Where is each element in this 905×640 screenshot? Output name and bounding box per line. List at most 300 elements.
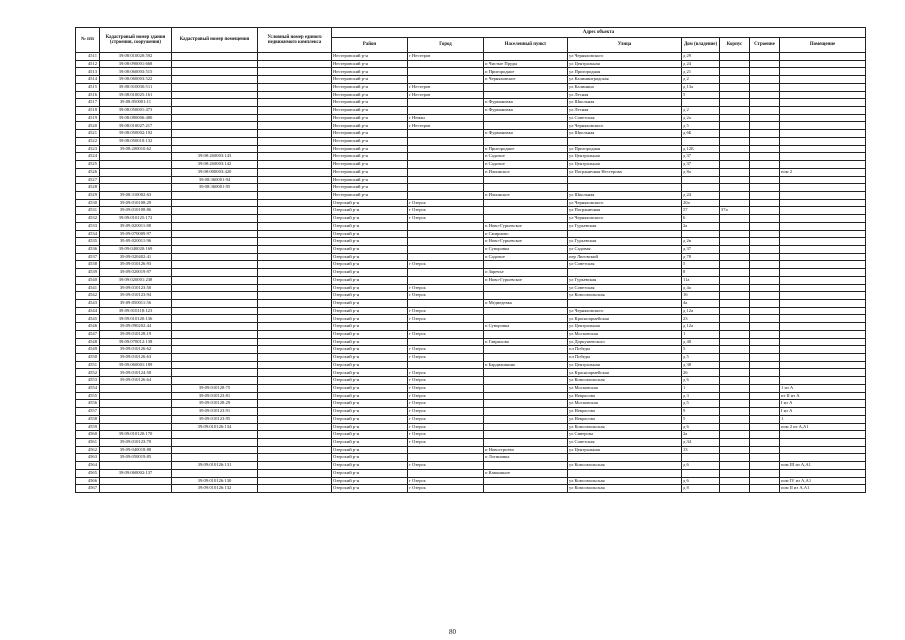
cell-np [484, 114, 568, 122]
cell-kn-room [172, 323, 258, 331]
cell-dom: д 5 [682, 122, 720, 130]
cell-cond-complex [258, 245, 332, 253]
cell-korpus [720, 354, 750, 362]
cell-dom: д 12а [682, 307, 720, 315]
cell-stroenie [750, 469, 780, 477]
cell-pomeshenie [780, 276, 866, 284]
cell-street: ул Московская [568, 384, 682, 392]
cell-cond-complex [258, 354, 332, 362]
cell-gorod [408, 230, 484, 238]
cell-pomeshenie [780, 207, 866, 215]
cell-stroenie [750, 215, 780, 223]
cell-num: 4553 [76, 377, 100, 385]
cell-pomeshenie [780, 130, 866, 138]
cell-stroenie [750, 107, 780, 115]
cell-num: 4534 [76, 230, 100, 238]
cell-stroenie [750, 415, 780, 423]
cell-rayon: Нестеровский р-н [332, 122, 408, 130]
cell-gorod: г Озерск [408, 346, 484, 354]
cell-rayon: Нестеровский р-н [332, 153, 408, 161]
cell-kn-building [100, 176, 172, 184]
cell-cond-complex [258, 145, 332, 153]
cell-gorod: г Озерск [408, 400, 484, 408]
cell-gorod [408, 99, 484, 107]
cell-cond-complex [258, 53, 332, 61]
cell-gorod: г Неман [408, 114, 484, 122]
cell-stroenie [750, 323, 780, 331]
cell-cond-complex [258, 114, 332, 122]
cell-np: п Ново-Гурьевское [484, 238, 568, 246]
cell-kn-building [100, 485, 172, 493]
cell-kn-room: 39:09:010128:75 [172, 384, 258, 392]
cell-kn-room: 39:08:360001:94 [172, 176, 258, 184]
cell-num: 4541 [76, 284, 100, 292]
cell-gorod: г Нестеров [408, 83, 484, 91]
cell-korpus [720, 176, 750, 184]
cell-pomeshenie [780, 215, 866, 223]
cell-stroenie [750, 284, 780, 292]
cell-kn-room: 39:09:010126:131 [172, 462, 258, 470]
cell-kn-room [172, 346, 258, 354]
cell-pomeshenie [780, 300, 866, 308]
cell-stroenie [750, 238, 780, 246]
cell-gorod: г Озерск [408, 438, 484, 446]
cell-korpus [720, 284, 750, 292]
table-row [76, 423, 866, 431]
table-row [76, 137, 866, 145]
cell-num: 4525 [76, 161, 100, 169]
cell-num: 4533 [76, 222, 100, 230]
cell-kn-room [172, 191, 258, 199]
cell-street: ул Доркушевского [568, 338, 682, 346]
cell-gorod [408, 68, 484, 76]
table-row [76, 76, 866, 84]
cell-pomeshenie [780, 438, 866, 446]
cell-pomeshenie [780, 145, 866, 153]
cell-korpus [720, 161, 750, 169]
cell-num: 4549 [76, 346, 100, 354]
cell-kn-building [100, 415, 172, 423]
cell-street: ул Советская [568, 261, 682, 269]
cell-num: 4520 [76, 122, 100, 130]
cell-korpus [720, 261, 750, 269]
cell-street: ул Комсомольская [568, 462, 682, 470]
cell-num: 4514 [76, 76, 100, 84]
cell-cond-complex [258, 153, 332, 161]
cell-stroenie [750, 245, 780, 253]
cell-korpus [720, 485, 750, 493]
cell-rayon: Озерский р-н [332, 222, 408, 230]
cell-gorod: г Озерск [408, 477, 484, 485]
cell-stroenie [750, 261, 780, 269]
cell-np [484, 408, 568, 416]
cell-rayon: Озерский р-н [332, 245, 408, 253]
cell-kn-room [172, 269, 258, 277]
cell-rayon: Нестеровский р-н [332, 168, 408, 176]
cell-cond-complex [258, 408, 332, 416]
table-row [76, 68, 866, 76]
cell-stroenie [750, 230, 780, 238]
table-row [76, 230, 866, 238]
cell-gorod [408, 323, 484, 331]
cell-rayon: Нестеровский р-н [332, 91, 408, 99]
cell-korpus [720, 191, 750, 199]
cell-kn-building [100, 462, 172, 470]
table-row [76, 469, 866, 477]
cell-dom: 26 [682, 369, 720, 377]
cell-kn-building: 39:09:020011:88 [100, 222, 172, 230]
table-row [76, 392, 866, 400]
cell-stroenie [750, 68, 780, 76]
cell-gorod [408, 276, 484, 284]
cell-street: ул Пограничная [568, 207, 682, 215]
cell-cond-complex [258, 184, 332, 192]
cell-np [484, 377, 568, 385]
table-row [76, 261, 866, 269]
cell-pomeshenie [780, 323, 866, 331]
cell-street [568, 230, 682, 238]
cell-np [484, 477, 568, 485]
cell-korpus [720, 199, 750, 207]
cell-korpus [720, 222, 750, 230]
cell-pomeshenie [780, 261, 866, 269]
cell-pomeshenie: I из А [780, 400, 866, 408]
cell-stroenie [750, 276, 780, 284]
cell-gorod: г Озерск [408, 415, 484, 423]
table-row [76, 361, 866, 369]
cell-rayon: Нестеровский р-н [332, 191, 408, 199]
cell-gorod [408, 469, 484, 477]
cell-kn-room [172, 107, 258, 115]
cell-rayon: Нестеровский р-н [332, 68, 408, 76]
cell-dom: д 4а [682, 284, 720, 292]
cell-korpus [720, 276, 750, 284]
table-row [76, 369, 866, 377]
cell-num: 4554 [76, 384, 100, 392]
cell-street [568, 137, 682, 145]
cell-street [568, 469, 682, 477]
cell-pomeshenie [780, 269, 866, 277]
cell-korpus [720, 130, 750, 138]
cell-street: ул Центральная [568, 323, 682, 331]
cell-kn-room [172, 377, 258, 385]
cell-gorod [408, 153, 484, 161]
cell-kn-building: 39:08:050010:132 [100, 137, 172, 145]
cell-pomeshenie: 1 из А [780, 384, 866, 392]
cell-np [484, 438, 568, 446]
cell-np [484, 369, 568, 377]
cell-num: 4539 [76, 269, 100, 277]
cell-num: 4537 [76, 253, 100, 261]
table-row [76, 245, 866, 253]
cell-street: ул Центральная [568, 60, 682, 68]
cell-dom: д 8а [682, 168, 720, 176]
cell-kn-room: 39:08:360001:95 [172, 184, 258, 192]
cell-rayon: Озерский р-н [332, 261, 408, 269]
cell-dom: д 6 [682, 462, 720, 470]
cell-pomeshenie [780, 330, 866, 338]
cell-np [484, 261, 568, 269]
cell-kn-building [100, 384, 172, 392]
cell-dom: 9 [682, 408, 720, 416]
cell-stroenie [750, 423, 780, 431]
cell-gorod: г Нестеров [408, 53, 484, 61]
cell-cond-complex [258, 369, 332, 377]
cell-kn-room [172, 91, 258, 99]
cell-gorod [408, 161, 484, 169]
cell-dom: д 3 [682, 392, 720, 400]
cell-pomeshenie: пом II из А,А1 [780, 485, 866, 493]
cell-dom: д 12Б [682, 145, 720, 153]
cell-street: ул Пригородная [568, 68, 682, 76]
cell-street: ул Комсомольская [568, 477, 682, 485]
cell-cond-complex [258, 438, 332, 446]
cell-rayon: Озерский р-н [332, 199, 408, 207]
cell-dom: 2а [682, 431, 720, 439]
cell-kn-building [100, 153, 172, 161]
cell-cond-complex [258, 338, 332, 346]
cell-kn-building [100, 168, 172, 176]
cell-pomeshenie [780, 307, 866, 315]
cell-rayon: Озерский р-н [332, 392, 408, 400]
cell-rayon: Озерский р-н [332, 446, 408, 454]
cell-kn-room [172, 369, 258, 377]
cell-gorod: г Озерск [408, 199, 484, 207]
cell-pomeshenie [780, 253, 866, 261]
cell-kn-building: 39:09:090202:44 [100, 323, 172, 331]
cell-korpus [720, 392, 750, 400]
cell-np: п Черняховское [484, 76, 568, 84]
cell-np: п Садовое [484, 153, 568, 161]
cell-np [484, 199, 568, 207]
cell-cond-complex [258, 377, 332, 385]
table-row [76, 454, 866, 462]
table-row [76, 222, 866, 230]
cell-kn-room [172, 145, 258, 153]
table-row [76, 300, 866, 308]
cell-kn-room [172, 222, 258, 230]
cell-kn-building: 39:09:010126:93 [100, 261, 172, 269]
table-body [76, 53, 866, 493]
cell-kn-room [172, 315, 258, 323]
cell-kn-building: 39:08:010030:511 [100, 83, 172, 91]
cell-pomeshenie [780, 222, 866, 230]
cell-street [568, 454, 682, 462]
cell-kn-building: 39:08:200010:62 [100, 145, 172, 153]
cell-rayon: Озерский р-н [332, 330, 408, 338]
cell-rayon: Озерский р-н [332, 338, 408, 346]
table-row [76, 191, 866, 199]
table-row [76, 323, 866, 331]
cell-kn-room: 39:09:010126:132 [172, 485, 258, 493]
cell-np [484, 315, 568, 323]
cell-np: п Медведевка [484, 300, 568, 308]
cell-stroenie [750, 438, 780, 446]
cell-cond-complex [258, 191, 332, 199]
cell-kn-room [172, 261, 258, 269]
cell-gorod: г Озерск [408, 330, 484, 338]
cell-rayon: Озерский р-н [332, 284, 408, 292]
cell-cond-complex [258, 269, 332, 277]
cell-korpus [720, 269, 750, 277]
cell-street: ул Калининградская [568, 76, 682, 84]
cell-kn-building: 39:08:050002:192 [100, 130, 172, 138]
cell-korpus [720, 377, 750, 385]
cell-korpus [720, 153, 750, 161]
cell-stroenie [750, 153, 780, 161]
cell-dom: д 38 [682, 361, 720, 369]
cell-street [568, 176, 682, 184]
cell-stroenie [750, 222, 780, 230]
cell-kn-building: 39:08:060003:515 [100, 68, 172, 76]
cell-street: ул Некрасова [568, 408, 682, 416]
cell-gorod: г Озерск [408, 215, 484, 223]
header-pomeshenie: Помещение [780, 38, 866, 53]
cell-gorod [408, 222, 484, 230]
cell-street: ул Советская [568, 284, 682, 292]
cell-gorod [408, 145, 484, 153]
cell-stroenie [750, 269, 780, 277]
cell-pomeshenie [780, 68, 866, 76]
cell-kn-room [172, 99, 258, 107]
cell-korpus [720, 462, 750, 470]
cell-pomeshenie [780, 161, 866, 169]
cell-dom: д 6Б [682, 130, 720, 138]
cell-kn-room [172, 446, 258, 454]
cell-np [484, 307, 568, 315]
cell-rayon: Озерский р-н [332, 369, 408, 377]
cell-cond-complex [258, 485, 332, 493]
cell-kn-room: 39:08:000003:420 [172, 168, 258, 176]
cell-num: 4548 [76, 338, 100, 346]
cell-num: 4536 [76, 245, 100, 253]
cell-gorod: г Нестеров [408, 122, 484, 130]
cell-dom: д 21 [682, 68, 720, 76]
cell-street: пл Победы [568, 346, 682, 354]
cell-pomeshenie: I из А [780, 408, 866, 416]
cell-dom: 5 [682, 261, 720, 269]
cell-kn-room [172, 276, 258, 284]
cell-cond-complex [258, 76, 332, 84]
cell-pomeshenie: пом 2 [780, 168, 866, 176]
cell-korpus [720, 53, 750, 61]
cell-rayon: Озерский р-н [332, 415, 408, 423]
cell-rayon: Озерский р-н [332, 323, 408, 331]
cell-rayon: Озерский р-н [332, 346, 408, 354]
cell-num: 4566 [76, 477, 100, 485]
table-row [76, 53, 866, 61]
table-row [76, 253, 866, 261]
cell-kn-room: 39:09:010126:134 [172, 423, 258, 431]
cell-korpus [720, 122, 750, 130]
cell-dom: 5 [682, 415, 720, 423]
cell-stroenie [750, 462, 780, 470]
cell-cond-complex [258, 107, 332, 115]
cell-rayon: Нестеровский р-н [332, 83, 408, 91]
cell-kn-room [172, 53, 258, 61]
cell-rayon: Озерский р-н [332, 454, 408, 462]
cell-pomeshenie [780, 153, 866, 161]
cell-num: 4543 [76, 300, 100, 308]
cell-street: ул Советская [568, 438, 682, 446]
cell-korpus [720, 369, 750, 377]
cell-kn-building: 39:09:010123:50 [100, 284, 172, 292]
cell-stroenie [750, 408, 780, 416]
cell-num: 4526 [76, 168, 100, 176]
cell-kn-room: 39:09:010123:81 [172, 392, 258, 400]
cell-rayon: Нестеровский р-н [332, 184, 408, 192]
table-row [76, 99, 866, 107]
cell-rayon: Озерский р-н [332, 307, 408, 315]
cell-stroenie [750, 176, 780, 184]
cell-rayon: Озерский р-н [332, 300, 408, 308]
cell-num: 4538 [76, 261, 100, 269]
cell-np [484, 137, 568, 145]
cell-korpus [720, 99, 750, 107]
cell-korpus [720, 76, 750, 84]
header-kn-room: Кадастровый номер помещения [172, 28, 258, 53]
header-dom: Дом (владение) [682, 38, 720, 53]
cell-pomeshenie [780, 184, 866, 192]
cell-gorod [408, 107, 484, 115]
cell-np [484, 354, 568, 362]
cell-pomeshenie [780, 53, 866, 61]
cell-rayon: Нестеровский р-н [332, 130, 408, 138]
cell-np [484, 176, 568, 184]
cell-street: ул Комсомольская [568, 423, 682, 431]
cell-rayon: Нестеровский р-н [332, 99, 408, 107]
cell-cond-complex [258, 384, 332, 392]
cell-num: 4527 [76, 176, 100, 184]
cell-dom: 2а [682, 222, 720, 230]
cell-kn-building: 39:09:040018:88 [100, 446, 172, 454]
cell-street: ул Советская [568, 114, 682, 122]
cell-street: ул Московская [568, 330, 682, 338]
header-korpus: Корпус [720, 38, 750, 53]
cell-stroenie [750, 361, 780, 369]
document-page [75, 27, 865, 493]
cell-num: 4519 [76, 114, 100, 122]
cell-np [484, 330, 568, 338]
cell-korpus [720, 346, 750, 354]
cell-rayon: Озерский р-н [332, 408, 408, 416]
table-row [76, 199, 866, 207]
table-row [76, 292, 866, 300]
cell-dom [682, 230, 720, 238]
cell-korpus [720, 415, 750, 423]
cell-num: 4555 [76, 392, 100, 400]
cell-kn-building: 39:09:020019:97 [100, 269, 172, 277]
cell-pomeshenie [780, 454, 866, 462]
cell-stroenie [750, 199, 780, 207]
cell-num: 4559 [76, 423, 100, 431]
header-np: Населенный пункт [484, 38, 568, 53]
cell-num: 4513 [76, 68, 100, 76]
cell-kn-room [172, 253, 258, 261]
cell-stroenie [750, 76, 780, 84]
cell-gorod: г Озерск [408, 431, 484, 439]
header-num: № п/п [76, 28, 100, 53]
cell-num: 4517 [76, 99, 100, 107]
cell-np: п Фурмановка [484, 130, 568, 138]
cell-np: п Суворовка [484, 323, 568, 331]
cell-cond-complex [258, 161, 332, 169]
cell-korpus [720, 361, 750, 369]
header-kn-building: Кадастровый номер здания (строения, сооружения) [100, 28, 172, 53]
cell-gorod [408, 253, 484, 261]
cell-np [484, 122, 568, 130]
cell-cond-complex [258, 315, 332, 323]
